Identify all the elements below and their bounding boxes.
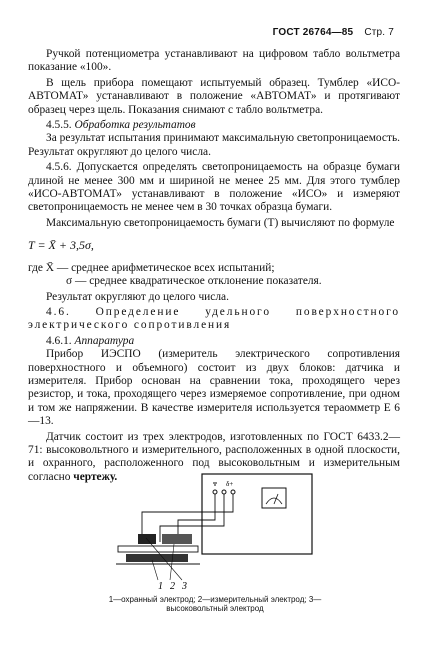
callout-number: 3 [182,581,187,592]
formula-explanation: где X̄ — среднее арифметическое всех испытаний; [28,261,275,274]
callout-number: 1 [158,581,163,592]
drawing-reference: чертежу. [73,470,118,483]
paragraph: За результат испытания принимают максимальную светопроницаемость. Результат округляют до целого числа. [28,132,400,158]
paragraph: Максимальную светопроницаемость бумаги (T) вычисляют по формуле [46,216,395,229]
page-number: Стр. 7 [364,27,394,38]
section-number: 4.6.1. [46,334,72,347]
wire [178,494,215,540]
paragraph: В щель прибора помещают испытуемый образец. Тумблер «ИСО-АВТОМАТ» устанавливают в положение «АВТОМАТ» и протягивают образец через щель. Показания снимают с табло вольтметра. [28,76,400,116]
callout-number: 2 [170,581,175,592]
page-header [273,27,394,38]
section-heading [28,119,400,132]
document-body [28,48,400,484]
paragraph: Ручкой потенциометра устанавливают на цифровом табло вольтметра показание «100». [28,48,400,74]
gost-number: ГОСТ 26764—85 [272,27,354,38]
meter-box [202,474,312,554]
leader-line [152,560,158,580]
section-heading: 4.6. Определение удельного поверхностного электрического сопротивления [28,305,400,332]
terminal-icon [213,490,217,494]
section-title: Обработка результатов [74,119,196,132]
figure-caption: 1—охранный электрод; 2—измерительный электрод; 3—высоковольтный электрод [108,595,322,613]
section-heading [28,335,400,348]
electrode-diagram [112,468,322,594]
wire [142,494,233,534]
guard-electrode [126,554,188,562]
measuring-electrode [162,534,192,544]
paragraph-text: Датчик состоит из трех электродов, изготовленных по ГОСТ 6433.2—71: высоковольтного и измерительного, расположенных в одной плоскости, и охранного, расположенного под высоковольтным и измерительным согласно [28,430,400,483]
paragraph: Прибор ИЭСПО (измеритель электрического сопротивления поверхностного и объемного) состоит из двух блоков: датчика и измерителя. Прибор основан на сравнении тока, проходящего через резистор, и тока, проходящего через измеряемое сопротивление, при одном и том же напряжении. В качестве измерителя используется тераомметр Е 6—13. [28,348,400,428]
paragraph: Результат округляют до целого числа. [46,290,229,303]
formula: T = X̄ + 3,5σ, [28,238,94,253]
paragraph: 4.5.6. Допускается определять светопроницаемость на образце бумаги длиной не менее 300 мм и шириной не менее 25 мм. Для этого тумблер «ИСО-АВТОМАТ» устанавливают в положение «ИСО» и измеряют светопроницаемость не менее чем в 30 точках образца бумаги. [28,161,400,214]
section-number: 4.5.5. [46,119,72,132]
terminal-label: δ+ [226,480,234,488]
section-title: Аппаратура [74,334,135,347]
terminal-icon [222,490,226,494]
terminal-icon [231,490,235,494]
sample-sheet [118,546,198,552]
formula-explanation: σ — среднее квадратическое отклонение показателя. [66,275,322,288]
